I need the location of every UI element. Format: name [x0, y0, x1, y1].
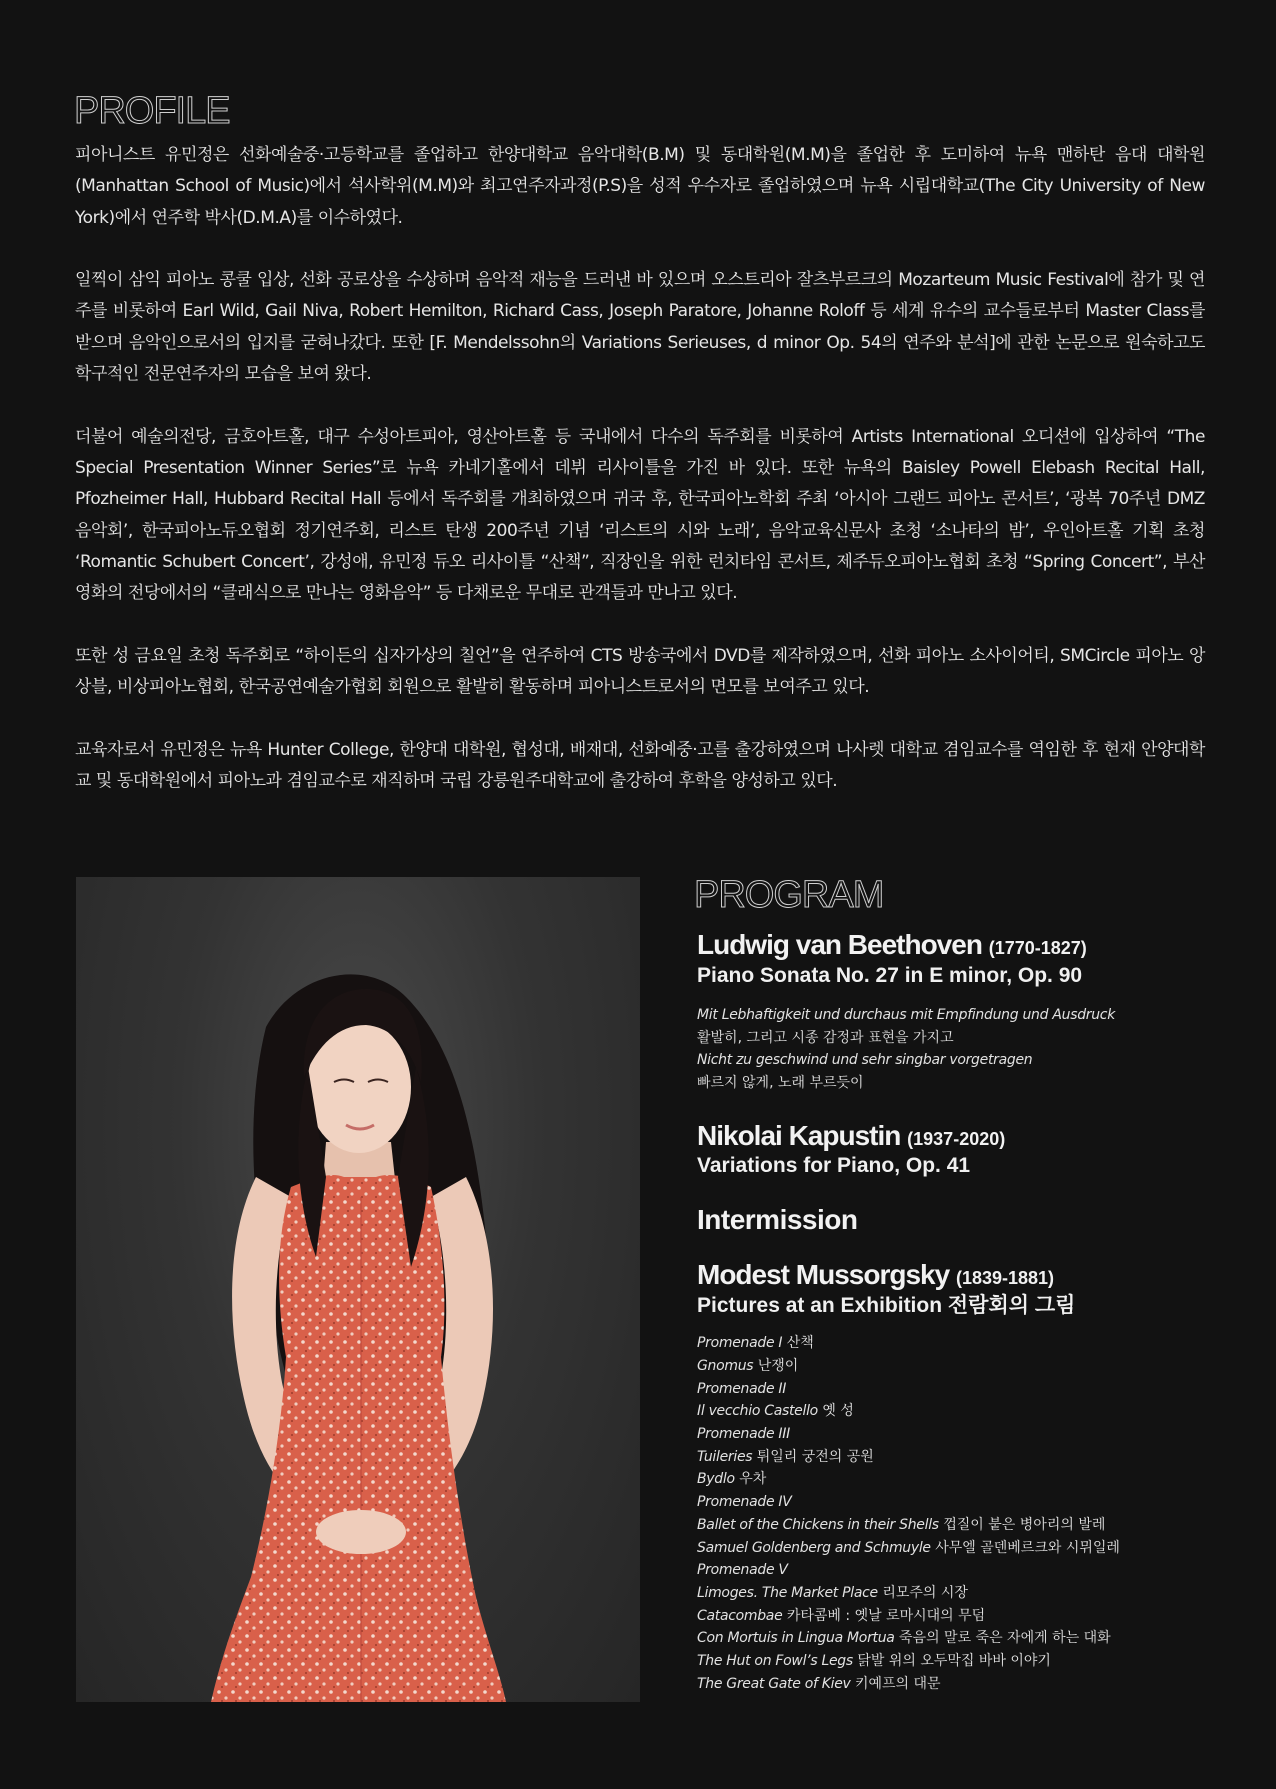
movement-item [697, 1378, 1257, 1401]
movement-1-korean: 활발히, 그리고 시종 감정과 표현을 가지고 [697, 1029, 954, 1046]
movement-1: Mit Lebhaftigkeit und durchaus mit Empfindung und Ausdruck [697, 1006, 1116, 1023]
movement-item [697, 1514, 1257, 1537]
movement-title: Catacombae [697, 1607, 783, 1624]
pianist-portrait [76, 877, 640, 1702]
movement-2: Nicht zu geschwind und sehr singbar vorgetragen [697, 1052, 1033, 1069]
movement-item [697, 1491, 1257, 1514]
profile-text [75, 140, 1205, 829]
movement-title-korean: 키예프의 대문 [854, 1675, 941, 1692]
movement-title: Promenade I [697, 1335, 783, 1352]
movement-title-korean: 산책 [786, 1335, 814, 1352]
profile-paragraph-2: 일찍이 삼익 피아노 콩쿨 입상, 선화 공로상을 수상하며 음악적 재능을 드러낸 바 있으며 오스트리아 잘츠부르크의 Mozarteum Music Festival에 참가 및 연주를 비롯하여 Earl Wild, Gail Niva, Robert Hemilton, Richard Cass, Joseph Paratore, Johanne Roloff 등 세계 유수의 교수들로부터 Master Class를 받으며 음악인으로서의 입지를 굳혀나갔다. 또한 [F. Mendelssohn의 Variations Serieuses, d minor Op. 54의 연주와 분석]에 관한 논문으로 원숙하고도 학구적인 전문연주자의 모습을 보여 왔다. [75, 270, 1205, 385]
movement-title: Promenade II [697, 1380, 787, 1397]
composer-name: Ludwig van Beethoven [697, 929, 982, 960]
movement-title: Ballet of the Chickens in their Shells [697, 1516, 939, 1533]
work-title: Piano Sonata No. 27 in E minor, Op. 90 [697, 963, 1083, 987]
movement-item [697, 1468, 1257, 1491]
program-heading: PROGRAM [694, 874, 884, 916]
movement-title: Promenade III [697, 1426, 790, 1443]
movement-title: Bydlo [697, 1471, 735, 1488]
composer-name: Nikolai Kapustin [697, 1119, 901, 1151]
profile-heading: PROFILE [74, 90, 230, 132]
movement-title: Gnomus [697, 1357, 754, 1374]
mussorgsky-block [697, 1258, 1257, 1695]
movement-item [697, 1446, 1257, 1469]
portrait-illustration [76, 877, 640, 1702]
movement-2-korean: 빠르지 않게, 노래 부르듯이 [697, 1075, 864, 1092]
work-title: Variations for Piano, Op. 41 [697, 1154, 971, 1178]
movement-title: Limoges. The Market Place [697, 1584, 878, 1601]
movement-title-korean: 닭발 위의 오두막집 바바 이야기 [857, 1653, 1051, 1670]
movement-item [697, 1423, 1257, 1446]
program-list [697, 928, 1257, 1695]
movement-title-korean: 카타콤베 : 옛날 로마시대의 무덤 [786, 1607, 986, 1624]
composer-beethoven [697, 928, 1257, 962]
movement-item [697, 1605, 1257, 1628]
movement-item [697, 1537, 1257, 1560]
movement-item [697, 1332, 1257, 1355]
profile-paragraph-4: 또한 성 금요일 초청 독주회로 “하이든의 십자가상의 칠언”을 연주하여 CTS 방송국에서 DVD를 제작하였으며, 선화 피아노 소사이어티, SMCircle 피아노 앙상블, 비상피아노협회, 한국공연예술가협회 회원으로 활발히 활동하며 피아니스트로서의 면모를 보여주고 있다. [75, 645, 1205, 698]
movement-title: Promenade V [697, 1562, 788, 1579]
composer-years: (1770-1827) [988, 938, 1087, 958]
kapustin-block [697, 1119, 1257, 1181]
movement-title-korean: 난쟁이 [757, 1357, 799, 1374]
movement-title-korean: 튀일리 궁전의 공원 [756, 1448, 874, 1465]
movement-title-korean: 사무엘 골덴베르크와 시뮈일레 [935, 1539, 1120, 1556]
movement-item [697, 1400, 1257, 1423]
composer-mussorgsky [697, 1258, 1257, 1292]
movement-item [697, 1673, 1257, 1696]
movement-title-korean: 옛 성 [822, 1403, 854, 1420]
movement-list [697, 1004, 1257, 1095]
composer-kapustin [697, 1119, 1257, 1153]
profile-paragraph-3: 더불어 예술의전당, 금호아트홀, 대구 수성아트피아, 영산아트홀 등 국내에서 다수의 독주회를 비롯하여 Artists International 오디션에 입상하여 “The Special Presentation Winner Series”로 뉴욕 카네기홀에서 데뷔 리사이틀을 가진 바 있다. 또한 뉴욕의 Baisley Powell Elebash Recital Hall, Pfozheimer Hall, Hubbard Recital Hall 등에서 독주회를 개최하였으며 귀국 후, 한국피아노학회 주최 ‘아시아 그랜드 피아노 콘서트’, ‘광복 70주년 DMZ 음악회’, 한국피아노듀오협회 정기연주회, 리스트 탄생 200주년 기념 ‘리스트의 시와 노래’, 음악교육신문사 초청 ‘소나타의 밤’, 우인아트홀 기획 초청 ‘Romantic Schubert Concert’, 강성애, 유민정 듀오 리사이틀 “산책”, 직장인을 위한 런치타임 콘서트, 제주듀오피아노협회 초청 “Spring Concert”, 부산 영화의 전당에서의 “클래식으로 만나는 영화음악” 등 다채로운 무대로 관객들과 만나고 있다. [75, 426, 1205, 604]
intermission: Intermission [697, 1203, 858, 1235]
movement-title: The Great Gate of Kiev [697, 1675, 851, 1692]
movement-item [697, 1559, 1257, 1582]
profile-paragraph-1: 피아니스트 유민정은 선화예술중·고등학교를 졸업하고 한양대학교 음악대학(B.M) 및 동대학원(M.M)을 졸업한 후 도미하여 뉴욕 맨하탄 음대 대학원(Manhattan School of Music)에서 석사학위(M.M)와 최고연주자과정(P.S)을 성적 우수자로 졸업하였으며 뉴욕 시립대학교(The City University of New York)에서 연주학 박사(D.M.A)를 이수하였다. [75, 145, 1205, 228]
composer-name: Modest Mussorgsky [697, 1259, 950, 1291]
beethoven-block [697, 928, 1257, 1095]
movement-item [697, 1650, 1257, 1673]
movement-title: Il vecchio Castello [697, 1403, 818, 1420]
movement-item [697, 1355, 1257, 1378]
movement-title: Samuel Goldenberg and Schmuyle [697, 1539, 931, 1556]
composer-years: (1839-1881) [955, 1268, 1055, 1289]
movement-title-korean: 죽음의 말로 죽은 자에게 하는 대화 [899, 1630, 1111, 1647]
movement-title: Promenade IV [697, 1494, 792, 1511]
movement-title: The Hut on Fowl’s Legs [697, 1653, 853, 1670]
movement-item [697, 1627, 1257, 1650]
movement-title-korean: 리모주의 시장 [882, 1584, 968, 1601]
work-title: Pictures at an Exhibition 전람회의 그림 [697, 1293, 1076, 1317]
profile-paragraph-5: 교육자로서 유민정은 뉴욕 Hunter College, 한양대 대학원, 협성대, 배재대, 선화예중·고를 출강하였으며 나사렛 대학교 겸임교수를 역임한 후 현재 안양대학교 및 동대학원에서 피아노과 겸임교수로 재직하며 국립 강릉원주대학교에 출강하여 후학을 양성하고 있다. [75, 739, 1205, 791]
movement-list [697, 1332, 1257, 1695]
movement-item [697, 1582, 1257, 1605]
movement-title-korean: 껍질이 붙은 병아리의 발레 [943, 1516, 1106, 1533]
composer-years: (1937-2020) [907, 1128, 1006, 1149]
movement-title: Con Mortuis in Lingua Mortua [697, 1630, 895, 1647]
movement-title-korean: 우차 [739, 1471, 767, 1488]
movement-title: Tuileries [697, 1448, 753, 1465]
